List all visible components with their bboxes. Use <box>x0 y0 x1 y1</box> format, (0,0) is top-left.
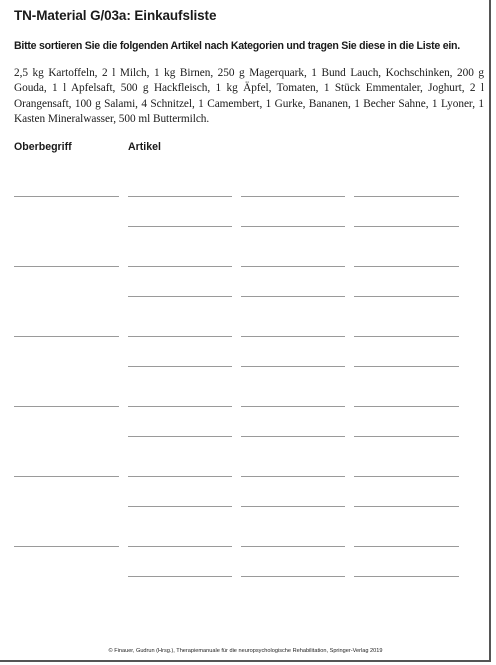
article-blank-line[interactable] <box>354 366 459 367</box>
article-blank-line[interactable] <box>241 366 345 367</box>
article-blank-line[interactable] <box>241 336 345 337</box>
article-blank-line[interactable] <box>354 196 459 197</box>
article-blank-line[interactable] <box>241 546 345 547</box>
article-blank-line[interactable] <box>354 476 459 477</box>
copyright-footer: © Finauer, Gudrun (Hrsg.), Therapiemanuale für die neuropsychologische Rehabilitation, Springer-Verlag 2019 <box>108 648 383 654</box>
category-blank-line[interactable] <box>14 406 119 407</box>
article-blank-line[interactable] <box>128 366 232 367</box>
article-blank-line[interactable] <box>128 266 232 267</box>
article-list-text: 2,5 kg Kartoffeln, 2 l Milch, 1 kg Birnen, 250 g Magerquark, 1 Bund Lauch, Kochschinken, 200 g Gouda, 1 l Apfelsaft, 500 g Hackfleisch, 1 kg Äpfel, Tomaten, 1 Stück Emmentaler, Joghurt, 2 l Orangensaft, 100 g Salami, 4 Schnitzel, 1 Camembert, 1 Gurke, Bananen, 1 Becher Sahne, 1 Lyoner, 1 Kasten Mineralwasser, 500 ml Buttermilch. <box>14 67 484 126</box>
article-blank-line[interactable] <box>241 196 345 197</box>
article-blank-line[interactable] <box>128 196 232 197</box>
article-blank-line[interactable] <box>354 226 459 227</box>
article-blank-line[interactable] <box>241 506 345 507</box>
article-blank-line[interactable] <box>128 436 232 437</box>
category-blank-line[interactable] <box>14 196 119 197</box>
worksheet-title: TN-Material G/03a: Einkaufsliste <box>14 8 217 23</box>
article-blank-line[interactable] <box>354 546 459 547</box>
article-blank-line[interactable] <box>241 296 345 297</box>
category-blank-line[interactable] <box>14 476 119 477</box>
article-blank-line[interactable] <box>241 436 345 437</box>
instruction-text: Bitte sortieren Sie die folgenden Artikel nach Kategorien und tragen Sie diese in die Liste ein. <box>14 40 460 52</box>
article-blank-line[interactable] <box>354 406 459 407</box>
article-blank-line[interactable] <box>241 476 345 477</box>
article-blank-line[interactable] <box>128 546 232 547</box>
column-header-category: Oberbegriff <box>14 141 72 153</box>
article-blank-line[interactable] <box>128 576 232 577</box>
article-blank-line[interactable] <box>128 406 232 407</box>
article-blank-line[interactable] <box>241 226 345 227</box>
category-blank-line[interactable] <box>14 546 119 547</box>
article-blank-line[interactable] <box>354 296 459 297</box>
article-blank-line[interactable] <box>354 336 459 337</box>
article-blank-line[interactable] <box>354 436 459 437</box>
article-blank-line[interactable] <box>128 336 232 337</box>
article-blank-line[interactable] <box>354 576 459 577</box>
article-blank-line[interactable] <box>354 266 459 267</box>
article-blank-line[interactable] <box>241 266 345 267</box>
column-header-articles: Artikel <box>128 141 161 153</box>
article-blank-line[interactable] <box>241 406 345 407</box>
article-blank-line[interactable] <box>241 576 345 577</box>
article-blank-line[interactable] <box>128 226 232 227</box>
article-blank-line[interactable] <box>128 296 232 297</box>
article-blank-line[interactable] <box>128 476 232 477</box>
category-blank-line[interactable] <box>14 336 119 337</box>
category-blank-line[interactable] <box>14 266 119 267</box>
article-blank-line[interactable] <box>128 506 232 507</box>
article-blank-line[interactable] <box>354 506 459 507</box>
